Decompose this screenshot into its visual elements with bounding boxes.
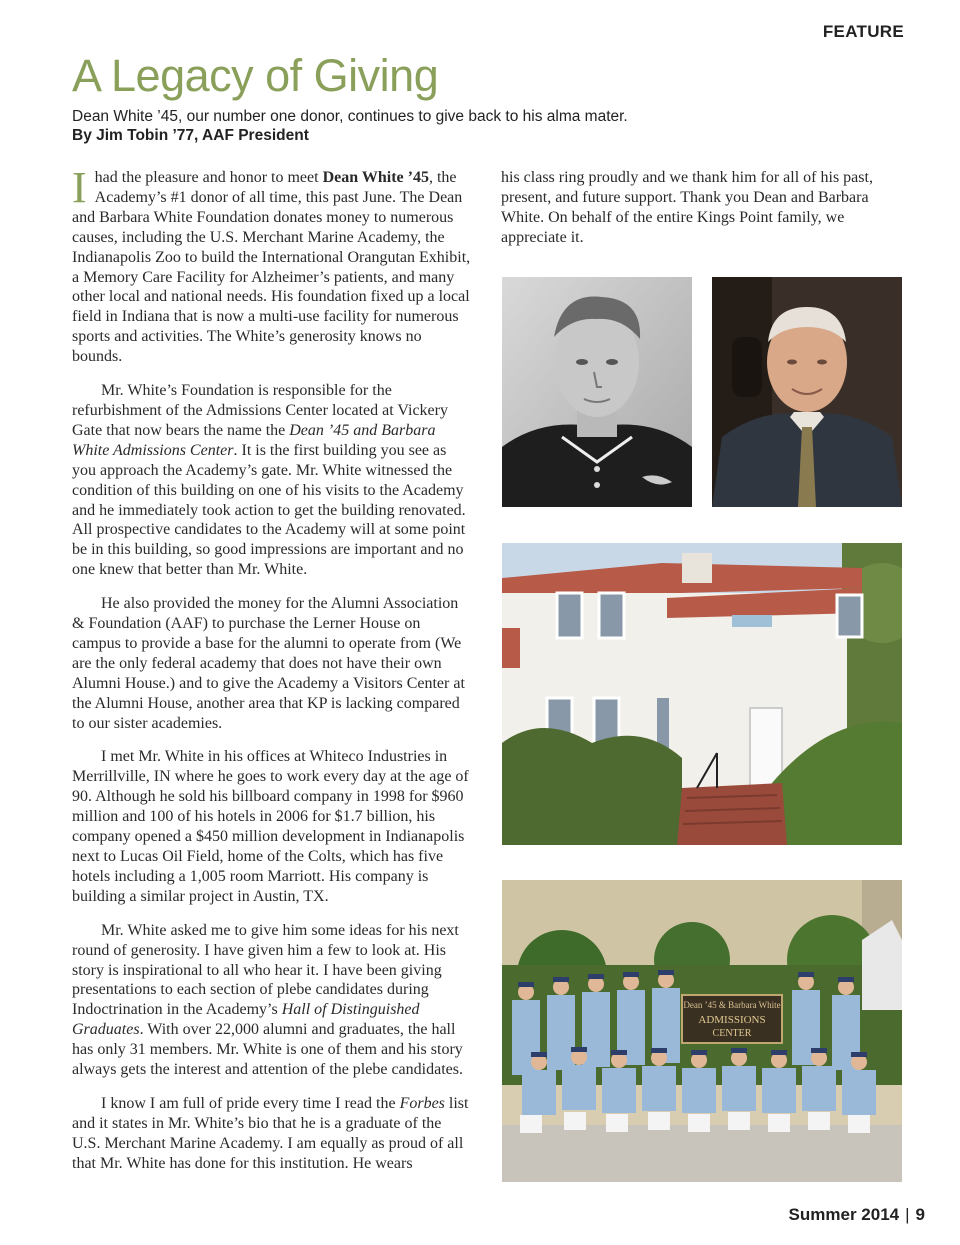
- paragraph-5: Mr. White asked me to give him some ideas for his next round of generosity. I have given him a few to look at. His story is inspirational to all who hear it. I have been giving presentations to each section of plebe candidates during Indoctrination in the Academy’s Hall of Distinguished Graduates. With over 22,000 alumni and graduates, the hall has only 31 members. Mr. White is one of them and his story always gets the interest and attention of the plebe candidates.: [72, 921, 463, 1079]
- article-title: A Legacy of Giving: [72, 50, 439, 101]
- footer-separator: |: [905, 1205, 910, 1224]
- sign-text-line-1: Dean ’45 & Barbara White: [683, 1000, 781, 1010]
- recent-portrait-photo: [712, 277, 902, 507]
- drop-cap: I: [72, 163, 87, 212]
- section-label: FEATURE: [822, 22, 904, 41]
- issue-label: Summer 2014: [788, 1205, 900, 1224]
- sign-text-line-2: ADMISSIONS: [698, 1014, 766, 1026]
- lerner-house-photo: [502, 543, 902, 845]
- article-byline: By Jim Tobin ’77, AAF President: [72, 127, 309, 144]
- paragraph-6: I know I am full of pride every time I read the Forbes list and it states in Mr. White’s bio that he is a graduate of the U.S. Merchant Marine Academy. I am equally as proud of all that Mr. White has done for this institution. He wears: [72, 1094, 469, 1172]
- donor-name: Dean White ’45: [322, 169, 429, 186]
- paragraph-4: I met Mr. White in his offices at Whiteco Industries in Merrillville, IN where he goes to work every day at the age of 90. Although he sold his billboard company in 1998 for $960 million and 100 of his hotels in 2006 for $1.7 billion, his company opened a $450 million development in Indianapolis next to Lucas Oil Field, home of the Colts, which has five hotels including a 1,005 room Marriott. His company is building a similar project in Austin, TX.: [72, 748, 469, 905]
- article-subtitle: Dean White ’45, our number one donor, continues to give back to his alma mater.: [72, 108, 628, 125]
- page-footer: [700, 1205, 925, 1225]
- page-number: 9: [915, 1205, 925, 1224]
- paragraph-2: Mr. White’s Foundation is responsible for the refurbishment of the Admissions Center located at Vickery Gate that now bears the name the Dean ’45 and Barbara White Admissions Center. It is the first building you see as you approach the Academy’s gate. Mr. White witnessed the condition of this building on one of his visits to the Academy and he immediately took action to get the building renovated. All prospective candidates to the Academy will at some point be in this building, so good impressions are important and no one knew that better than Mr. White.: [72, 382, 466, 579]
- paragraph-3: He also provided the money for the Alumni Association & Foundation (AAF) to purchase the Lerner House on campus to provide a base for the alumni to operate from (We are the only federal academy that does not have their own Alumni House.) and to give the Academy a Visitors Center at the Alumni House, another area that KP is lacking compared to our sister academies.: [72, 595, 465, 732]
- article-body-right-column: [501, 168, 879, 262]
- paragraph-1: I had the pleasure and honor to meet Dean White ’45, the Academy’s #1 donor of all time, this past June. The Dean and Barbara White Foundation donates money to numerous causes, including the U.S. Merchant Marine Academy, the Indianapolis Zoo to build the International Orangutan Exhibit, a Memory Care Facility for Alzheimer’s patients, and many other local and national needs. His foundation fixed up a local field in Indiana that is now a multi-use facility for numerous sports and activities. The White’s generosity knows no bounds.: [72, 163, 471, 366]
- sign-text-line-3: CENTER: [712, 1028, 752, 1039]
- paragraph-6-continued: his class ring proudly and we thank him for all of his past, present, and future support. Thank you Dean and Barbara White. On behalf of the entire Kings Point family, we appreciate it.: [501, 169, 873, 246]
- young-portrait-photo: [502, 277, 692, 507]
- article-body-left-column: [72, 163, 472, 1188]
- admissions-center-group-photo: [502, 880, 902, 1182]
